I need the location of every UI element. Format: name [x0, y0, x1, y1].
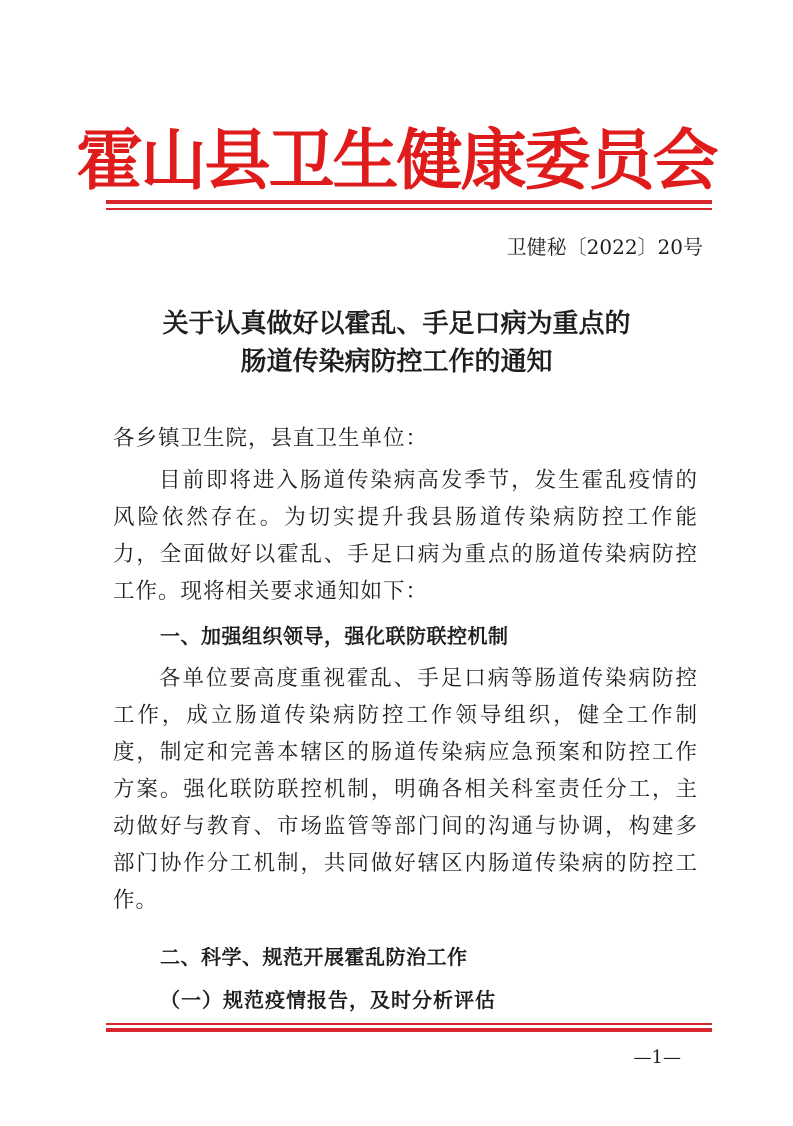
- section-1-line: 工作，成立肠道传染病防控工作领导组织，健全工作制: [113, 703, 698, 728]
- intro-paragraph: [113, 462, 698, 610]
- addressee: [113, 420, 698, 457]
- addressee-text: 各乡镇卫生院，县直卫生单位：: [113, 426, 429, 451]
- section-1-heading: 一、加强组织领导，强化联防联控机制: [160, 624, 509, 648]
- footer-rule-thick: [106, 1028, 712, 1032]
- document-title-line-2: 肠道传染病防控工作的通知: [240, 347, 553, 377]
- section-2-subheading: （一）规范疫情报告，及时分析评估: [160, 988, 496, 1012]
- intro-line: 目前即将进入肠道传染病高发季节，发生霍乱疫情的: [159, 468, 698, 493]
- section-1-line: 作。: [113, 888, 159, 913]
- page-number: —1—: [633, 1047, 681, 1068]
- organization-header: 霍山县卫生健康委员会: [76, 121, 717, 199]
- section-1-paragraph: [113, 660, 698, 919]
- header-rule-thin: [106, 208, 712, 210]
- section-1-line: 动做好与教育、市场监管等部门间的沟通与协调，构建多: [113, 814, 698, 839]
- footer-rule-thin: [106, 1023, 712, 1025]
- intro-line: 力，全面做好以霍乱、手足口病为重点的肠道传染病防控: [113, 542, 698, 567]
- document-number: 卫健秘〔2022〕20号: [506, 235, 703, 259]
- intro-line: 工作。现将相关要求通知如下：: [113, 579, 429, 604]
- section-1-line: 部门协作分工机制，共同做好辖区内肠道传染病的防控工: [113, 851, 698, 876]
- section-2-heading: 二、科学、规范开展霍乱防治工作: [160, 945, 468, 969]
- section-1-line: 度，制定和完善本辖区的肠道传染病应急预案和防控工作: [113, 740, 698, 765]
- header-rule-thick: [106, 200, 712, 204]
- intro-line: 风险依然存在。为切实提升我县肠道传染病防控工作能: [113, 505, 698, 530]
- section-1-line: 方案。强化联防联控机制，明确各相关科室责任分工，主: [113, 777, 698, 802]
- section-1-line: 各单位要高度重视霍乱、手足口病等肠道传染病防控: [159, 666, 698, 691]
- document-title-line-1: 关于认真做好以霍乱、手足口病为重点的: [162, 309, 631, 339]
